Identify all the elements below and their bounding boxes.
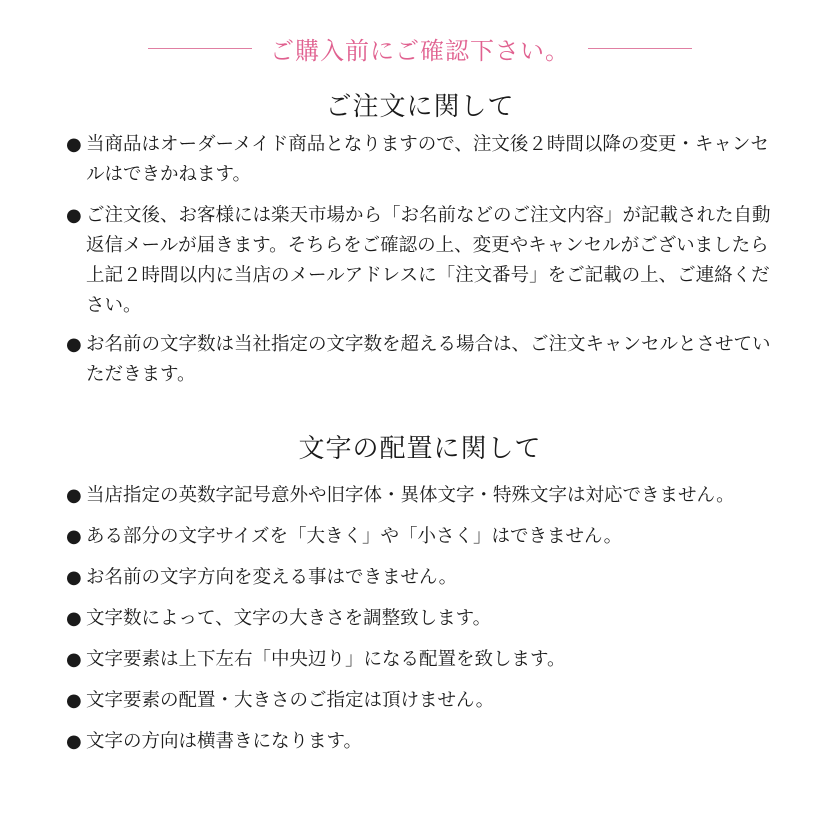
list-item [66, 727, 786, 757]
list-item [66, 522, 786, 552]
bullet-icon: ● [66, 608, 82, 629]
bullet-icon: ● [66, 731, 82, 752]
bullet-icon: ● [66, 485, 82, 506]
bullet-icon: ● [66, 334, 82, 355]
bullet-icon: ● [66, 526, 82, 547]
bullet-icon: ● [66, 134, 82, 155]
list-item-text: 文字要素は上下左右「中央辺り」になる配置を致します。 [86, 649, 566, 670]
list-item [66, 481, 786, 511]
bullet-icon: ● [66, 205, 82, 226]
banner-title: ご購入前にご確認下さい。 [270, 36, 570, 65]
bullet-icon: ● [66, 649, 82, 670]
list-item [66, 686, 786, 716]
list-item-text: 文字数によって、文字の大きさを調整致します。 [86, 608, 492, 629]
section-heading-layout: 文字の配置に関して [298, 434, 542, 464]
list-item [66, 130, 786, 190]
banner-left-rule [148, 48, 252, 49]
list-item-text: お名前の文字数は当社指定の文字数を超える場合は、ご注文キャンセルとさせていただきます。 [86, 334, 771, 385]
section-heading-order: ご注文に関して [325, 92, 515, 122]
list-item-text: ある部分の文字サイズを「大きく」や「小さく」はできません。 [86, 526, 623, 547]
list-item [66, 604, 786, 634]
list-item [66, 563, 786, 593]
list-item-text: 当店指定の英数字記号意外や旧字体・異体文字・特殊文字は対応できません。 [86, 485, 735, 506]
list-item-text: ご注文後、お客様には楽天市場から「お名前などのご注文内容」が記載された自動返信メールが届きます。そちらをご確認の上、変更やキャンセルがございましたら上記２時間以内に当店のメールアドレスに「注文番号」をご記載の上、ご連絡ください。 [86, 205, 771, 316]
list-item [66, 201, 786, 321]
list-item-text: 当商品はオーダーメイド商品となりますので、注文後２時間以降の変更・キャンセルはできかねます。 [86, 134, 769, 185]
list-item [66, 330, 786, 390]
list-item-text: 文字の方向は横書きになります。 [86, 731, 363, 752]
bullet-icon: ● [66, 690, 82, 711]
banner-right-rule [588, 48, 692, 49]
list-item-text: 文字要素の配置・大きさのご指定は頂けません。 [86, 690, 495, 711]
list-item-text: お名前の文字方向を変える事はできません。 [86, 567, 458, 588]
notice-banner [0, 28, 840, 68]
bullet-icon: ● [66, 567, 82, 588]
list-item [66, 645, 786, 675]
